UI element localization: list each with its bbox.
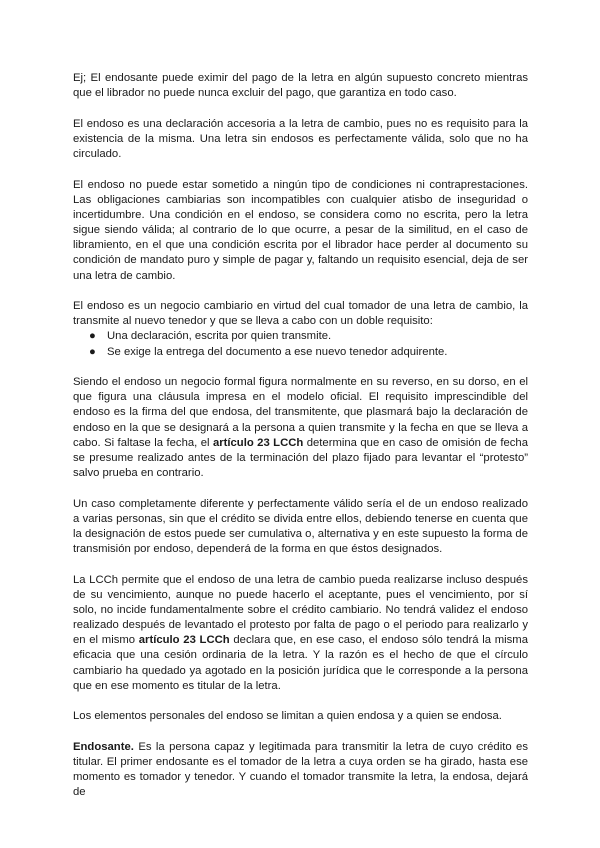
list-item [89, 345, 528, 360]
paragraph-condiciones: El endoso no puede estar sometido a ningún tipo de condiciones ni contraprestaciones. Las obligaciones cambiarias son incompatibles con cualquier atisbo de inseguridad o incertidumbre. Una condición en el endoso, se considera como no escrita, pero la letra sigue siendo válida; al contrario de lo que ocurre, a pesar de la similitud, en el caso de libramiento, en el que una condición escrita por el librador hace perder al documento su condición de mandato puro y simple de pagar y, faltando un requisito esencial, deja de ser una letra de cambio. [73, 178, 528, 282]
bullet-icon: ● [89, 330, 96, 343]
text-segment: determina que en caso de omisión de fecha se presume realizado antes de la terminación del plazo fijado para levantar el “protesto” salvo prueba en contrario. [73, 436, 528, 479]
paragraph-elementos-personales: Los elementos personales del endoso se limitan a quien endosa y a quien se endosa. [73, 710, 502, 723]
list-item [89, 329, 528, 344]
text-segment: Es la persona capaz y legitimada para transmitir la letra de cuyo crédito es titular. El primer endosante es el tomador de la letra a cuya orden se ha girado, hasta ese momento es tomador y tenedor. Y cuando el tomador transmite la letra, la endosa, dejará de [73, 740, 528, 799]
list-item-text: Una declaración, escrita por quien transmite. [107, 330, 332, 343]
paragraph-negocio-formal [73, 375, 528, 481]
paragraph-eximir-pago: Ej; El endosante puede eximir del pago de la letra en algún supuesto concreto mientras que el librador no puede nunca excluir del pago, que garantiza en todo caso. [73, 72, 528, 100]
paragraph-declaracion-accesoria: El endoso es una declaración accesoria a la letra de cambio, pues no es requisito para la existencia de la misma. Una letra sin endosos es perfectamente válida, solo que no ha circulado. [73, 117, 528, 161]
text-segment: declara que, en ese caso, el endoso sólo tendrá la misma eficacia que una cesión ordinaria de la letra. Y la razón es el hecho de que el círculo cambiario ha quedado ya agotado en la posición jurídica que le corresponde a la persona que en ese momento es titular de la letra. [73, 634, 529, 692]
legal-reference: artículo 23 LCCh [138, 634, 230, 647]
legal-reference: artículo 23 LCCh [212, 436, 304, 449]
text-segment: La LCCh permite que el endoso de una letra de cambio pueda realizarse incluso después de su vencimiento, aunque no puede hacerlo el aceptante, pues el vencimiento, por sí solo, no incide fundamentalmente sobre el crédito cambiario. No tendrá validez el endoso realizado después de levantado el protesto por falta de pago o el periodo para realizarlo y en el mismo [73, 573, 528, 647]
bullet-icon: ● [89, 345, 96, 358]
text-segment: Siendo el endoso un negocio formal figura normalmente en su reverso, en su dorso, en el que figura una cláusula impresa en el modelo oficial. El requisito imprescindible del endoso es la firma del que endosa, del transmitente, que plasmará bajo la declaración de endoso en la que se designará a la persona a quien transmite y la fecha en que se lleva a cabo. Si faltase la fecha, el [73, 376, 528, 449]
paragraph-vencimiento [73, 573, 528, 694]
term-heading: Endosante. [73, 740, 134, 753]
paragraph-varias-personas: Un caso completamente diferente y perfectamente válido sería el de un endoso realizado a varias personas, sin que el crédito se divida entre ellos, debiendo tenerse en cuenta que la designación de estos puede ser cumulativa o, alternativa y en este supuesto la forma de transmisión por endoso, dependerá de la forma en que éstos designados. [73, 497, 528, 556]
paragraph-negocio-cambiario: El endoso es un negocio cambiario en virtud del cual tomador de una letra de cambio, la transmite al nuevo tenedor y que se lleva a cabo con un doble requisito: [73, 300, 528, 328]
requirements-list [73, 329, 528, 359]
document-page [73, 71, 528, 816]
paragraph-endosante [73, 740, 528, 801]
list-item-text: Se exige la entrega del documento a ese nuevo tenedor adquirente. [107, 345, 448, 358]
